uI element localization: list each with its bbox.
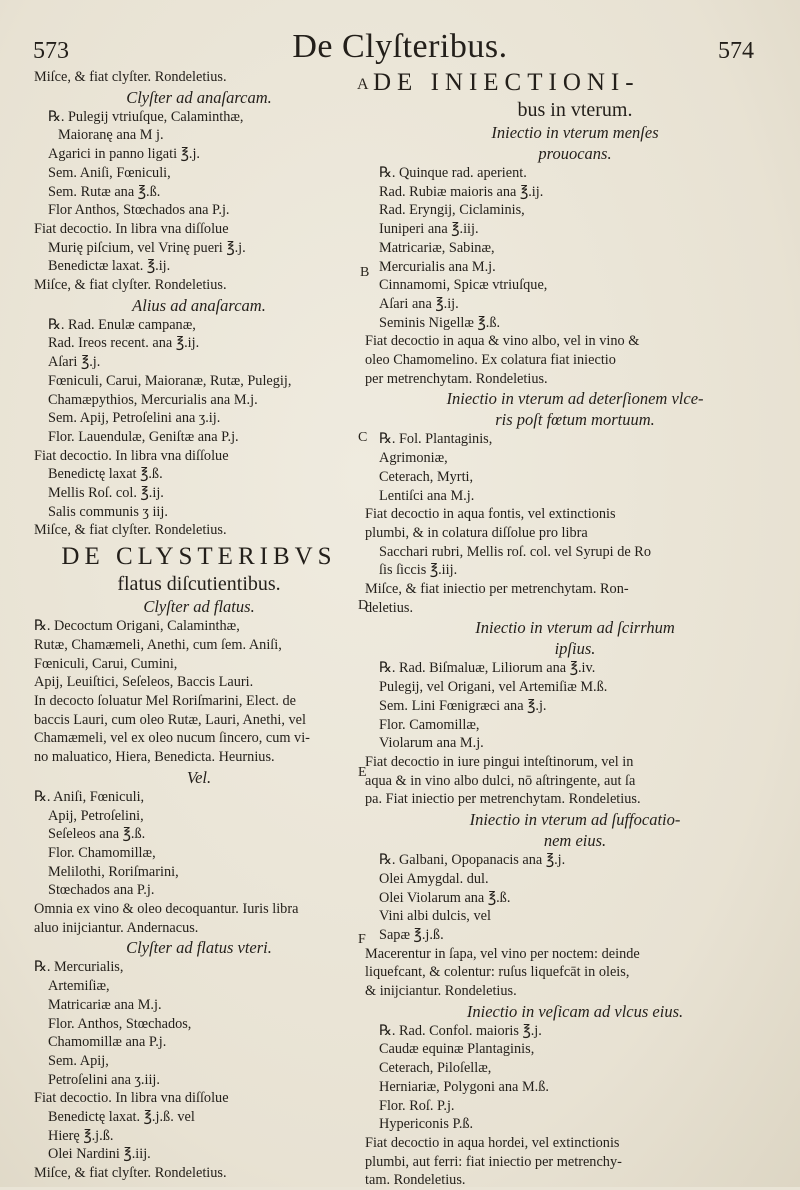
recipe-heading: Alius ad anaſarcam. xyxy=(132,295,266,315)
ingredient-line: Caudæ equinæ Plantaginis, xyxy=(379,1041,535,1058)
ingredient-line: Cinnamomi, Spicæ vtriuſque, xyxy=(379,277,548,294)
text-line: Rutæ, Chamæmeli, Anethi, cum ſem. Aniſi, xyxy=(34,636,282,653)
ingredient-line: ſis ſiccis ℥.iij. xyxy=(379,562,458,579)
ingredient-line: Melilothi, Roriſmarini, xyxy=(48,863,179,880)
ingredient-line: Flor. Roſ. P.j. xyxy=(379,1097,455,1114)
running-title: De Clyſteribus. xyxy=(292,28,508,65)
ingredient-line: Benedictæ laxat. ℥.ij. xyxy=(48,258,171,275)
ingredient-line: Sem. Rutæ ana ℥.ß. xyxy=(48,183,161,200)
text-line: Apij, Leuiſtici, Seſeleos, Baccis Lauri. xyxy=(34,674,254,691)
ingredient-line: Olei Violarum ana ℥.ß. xyxy=(379,889,511,906)
text-line: Fiat decoctio. In libra vna diſſolue xyxy=(34,220,229,237)
section-title: DE INIECTIONI- xyxy=(373,69,640,96)
ingredient-line: Mellis Roſ. col. ℥.ij. xyxy=(48,485,164,502)
recipe-heading: ipſius. xyxy=(554,639,596,659)
ingredient-line: Sacchari rubri, Mellis roſ. col. vel Syrupi de Ro xyxy=(379,543,651,560)
text-line: Miſce, & fiat iniectio per metrenchytam. Ron- xyxy=(365,581,629,598)
ingredient-line: ℞. Fol. Plantaginis, xyxy=(379,431,493,448)
ingredient-line: Matricariæ, Sabinæ, xyxy=(379,239,495,256)
text-line: ℞. Decoctum Origani, Calaminthæ, xyxy=(34,618,240,635)
text-line: Miſce, & fiat clyſter. Rondeletius. xyxy=(34,522,227,539)
recipe-heading: Iniectio in vterum menſes xyxy=(491,123,659,142)
margin-letter-f: F xyxy=(358,932,366,947)
ingredient-line: Hierę ℥.j.ß. xyxy=(48,1127,114,1144)
text-line: Chamæmeli, vel ex oleo nucum ſincero, cum vi- xyxy=(34,730,310,747)
ingredient-line: Apij, Petroſelini, xyxy=(48,807,144,824)
text-line: Miſce, & fiat clyſter. Rondeletius. xyxy=(34,277,227,294)
recipe-heading: Iniectio in vterum ad ſcirrhum xyxy=(475,618,675,638)
ingredient-line: Flor. Chamomillæ, xyxy=(48,844,156,861)
ingredient-line: Rad. Eryngij, Ciclaminis, xyxy=(379,202,525,219)
ingredient-line: Olei Amygdal. dul. xyxy=(379,870,489,887)
recipe-heading: Iniectio in vterum ad deterſionem vlce- xyxy=(446,389,704,409)
text-line: aluo inijciantur. Andernacus. xyxy=(34,919,199,936)
ingredient-line: ℞. Quinque rad. aperient. xyxy=(379,165,527,181)
text-line: baccis Lauri, cum oleo Rutæ, Lauri, Anethi, vel xyxy=(34,711,306,728)
ingredient-line: Chamomillæ ana P.j. xyxy=(48,1034,167,1051)
recipe-heading: Clyſter ad anaſarcam. xyxy=(126,87,272,107)
ingredient-line: Flor. Lauendulæ, Geniſtæ ana P.j. xyxy=(48,428,239,445)
text-line: oleo Chamomelino. Ex colatura fiat iniectio xyxy=(365,352,616,369)
text-line: deletius. xyxy=(365,599,414,616)
ingredient-line: Ceterach, Piloſellæ, xyxy=(379,1060,492,1077)
ingredient-line: Sapæ ℥.j.ß. xyxy=(379,926,444,943)
ingredient-line: Matricariæ ana M.j. xyxy=(48,996,162,1013)
recipe-heading: prouocans. xyxy=(538,144,612,163)
recipe-heading: Iniectio in vterum ad ſuffocatio- xyxy=(469,810,681,830)
page-number-left: 573 xyxy=(33,38,69,64)
margin-letter-c: C xyxy=(358,430,368,445)
ingredient-line: Artemiſiæ, xyxy=(48,978,110,995)
ingredient-line: Chamæpythios, Mercurialis ana M.j. xyxy=(48,391,258,408)
text-line: Fœniculi, Carui, Cumini, xyxy=(34,655,178,672)
recipe-heading: nem eius. xyxy=(543,831,607,851)
text-line: Fiat decoctio in aqua hordei, vel extinctionis xyxy=(365,1134,620,1151)
text-line: ℞. Aniſi, Fœniculi, xyxy=(34,788,145,805)
ingredient-line: ℞. Pulegij vtriuſque, Calaminthæ, xyxy=(48,108,244,125)
ingredient-line: Lentiſci ana M.j. xyxy=(379,487,475,504)
ingredient-line: Agarici in panno ligati ℥.j. xyxy=(48,146,200,163)
text-line: Miſce, & fiat clyſter. Rondeletius. xyxy=(34,1165,227,1182)
text-line: liquefcant, & colentur: ruſus liquefcāt in oleis, xyxy=(365,964,630,981)
text-line: Fiat decoctio in iure pingui inteſtinorum, vel in xyxy=(365,753,634,770)
text-line: tam. Rondeletius. xyxy=(365,1172,466,1189)
ingredient-line: ℞. Rad. Confol. maioris ℥.j. xyxy=(379,1022,542,1039)
ingredient-line: Olei Nardini ℥.iij. xyxy=(48,1146,151,1163)
ingredient-line: Seſeleos ana ℥.ß. xyxy=(48,826,146,843)
ingredient-line: Benedictę laxat. ℥.j.ß. vel xyxy=(48,1109,195,1126)
recipe-heading: Vel. xyxy=(186,767,212,787)
ingredient-line: Rad. Ireos recent. ana ℥.ij. xyxy=(48,335,200,352)
ingredient-line: ℞. Galbani, Opopanacis ana ℥.j. xyxy=(379,852,566,869)
recipe-heading: Clyſter ad flatus vteri. xyxy=(126,938,272,958)
recipe-heading: Iniectio in veſicam ad vlcus eius. xyxy=(466,1001,684,1021)
margin-letter-e: E xyxy=(358,765,367,780)
text-line: pa. Fiat iniectio per metrenchytam. Rondeletius. xyxy=(365,791,641,808)
ingredient-line: Stœchados ana P.j. xyxy=(48,882,155,899)
ingredient-line: Sem. Lini Fœnigræci ana ℥.j. xyxy=(379,697,547,714)
ingredient-line: Flor. Anthos, Stœchados, xyxy=(48,1015,192,1032)
ingredient-line: Vini albi dulcis, vel xyxy=(379,908,491,925)
section-subtitle: flatus diſcutientibus. xyxy=(117,573,281,596)
ingredient-line: Mercurialis ana M.j. xyxy=(379,258,496,275)
text-line: Fiat decoctio in aqua fontis, vel extinctionis xyxy=(365,506,616,523)
margin-letter-d: D xyxy=(358,598,369,613)
text-line: per metrenchytam. Rondeletius. xyxy=(365,370,548,387)
text-line: ℞. Mercurialis, xyxy=(34,959,124,976)
text-line: Miſce, & fiat clyſter. Rondeletius. xyxy=(34,69,227,85)
ingredient-line: ℞. Rad. Biſmaluæ, Liliorum ana ℥.iv. xyxy=(379,660,596,677)
ingredient-line: Salis communis ʒ iij. xyxy=(48,503,168,520)
ingredient-line: Hypericonis P.ß. xyxy=(379,1116,474,1133)
margin-letter-b: B xyxy=(360,265,370,280)
ingredient-line: Iuniperi ana ℥.iij. xyxy=(379,221,479,238)
ingredient-line: Flor. Camomillæ, xyxy=(379,716,480,733)
ingredient-line: Petroſelini ana ʒ.iij. xyxy=(48,1071,160,1088)
text-line: plumbi, & in colatura diſſolue pro libra xyxy=(365,524,588,541)
ingredient-line: Aſari ana ℥.ij. xyxy=(379,295,459,312)
ingredient-line: Fœniculi, Carui, Maioranæ, Rutæ, Pulegij, xyxy=(48,372,292,389)
text-line: plumbi, aut ferri: fiat iniectio per metrenchy- xyxy=(365,1153,622,1170)
text-line: Fiat decoctio in aqua & vino albo, vel in vino & xyxy=(365,333,640,350)
text-line: & inijciantur. Rondeletius. xyxy=(365,983,517,1000)
page-number-right: 574 xyxy=(718,38,754,64)
ingredient-line: ℞. Rad. Enulæ campanæ, xyxy=(48,316,196,333)
section-title: DE CLYSTERIBVS xyxy=(61,543,337,571)
text-line: In decocto ſoluatur Mel Roriſmarini, Elect. de xyxy=(34,692,297,709)
ingredient-line: Flor Anthos, Stœchados ana P.j. xyxy=(48,202,230,219)
text-line: Fiat decoctio. In libra vna diſſolue xyxy=(34,1090,229,1107)
text-line: Macerentur in ſapa, vel vino per noctem: deinde xyxy=(365,945,640,962)
text-line: Omnia ex vino & oleo decoquantur. Iuris libra xyxy=(34,901,299,918)
ingredient-line: Maioranę ana M j. xyxy=(58,127,164,144)
ingredient-line: Benedictę laxat ℥.ß. xyxy=(48,466,163,483)
ingredient-line: Herniariæ, Polygoni ana M.ß. xyxy=(379,1078,549,1095)
margin-letter-a: A xyxy=(357,76,369,93)
section-subtitle: bus in vterum. xyxy=(517,99,633,121)
left-column xyxy=(34,68,364,1183)
ingredient-line: Aſari ℥.j. xyxy=(48,354,101,371)
ingredient-line: Violarum ana M.j. xyxy=(379,735,484,752)
text-line: Fiat decoctio. In libra vna diſſolue xyxy=(34,447,229,464)
ingredient-line: Sem. Aniſi, Fœniculi, xyxy=(48,164,171,181)
ingredient-line: Murię piſcium, vel Vrinę pueri ℥.j. xyxy=(48,239,246,256)
ingredient-line: Pulegij, vel Origani, vel Artemiſiæ M.ß. xyxy=(379,679,608,696)
ingredient-line: Seminis Nigellæ ℥.ß. xyxy=(379,314,501,331)
ingredient-line: Rad. Rubiæ maioris ana ℥.ij. xyxy=(379,183,544,200)
text-line: no maluatico, Hiera, Benedicta. Heurnius. xyxy=(34,749,275,766)
ingredient-line: Ceterach, Myrti, xyxy=(379,468,474,485)
text-line: aqua & in vino albo dulci, nō aſtringente, aut ſa xyxy=(365,772,636,789)
ingredient-line: Agrimoniæ, xyxy=(379,450,448,467)
right-column xyxy=(365,68,785,1190)
ingredient-line: Sem. Apij, xyxy=(48,1052,109,1069)
recipe-heading: ris poſt fœtum mortuum. xyxy=(495,410,655,430)
page-header xyxy=(0,18,800,68)
ingredient-line: Sem. Apij, Petroſelini ana ʒ.ij. xyxy=(48,410,221,427)
recipe-heading: Clyſter ad flatus. xyxy=(143,597,255,617)
